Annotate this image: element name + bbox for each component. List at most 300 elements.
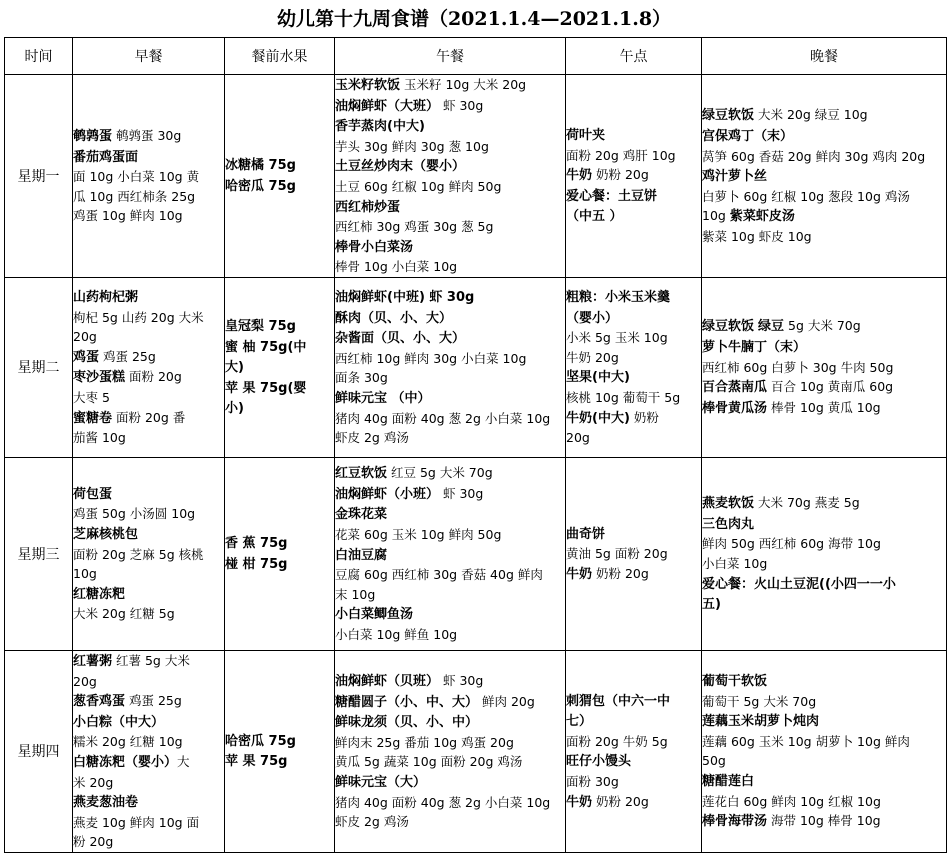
menu-line (702, 166, 946, 187)
ingredients: 末 10g (335, 586, 376, 602)
header-lunch: 午餐 (335, 38, 566, 75)
dish-name: 牛奶 (566, 794, 593, 810)
dish-name: 芝麻核桃包 (73, 527, 139, 543)
ingredients: 核桃 10g 葡萄干 5g (566, 390, 681, 406)
dish-name: 旺仔小馒头 (566, 754, 632, 770)
menu-line (566, 287, 701, 308)
menu-line (73, 672, 224, 692)
ingredients: 虾 30g (439, 97, 484, 113)
ingredients: 黄瓜 5g 蔬菜 10g 面粉 20g 鸡汤 (335, 754, 523, 770)
ingredients: 奶粉 (629, 409, 659, 425)
menu-line (335, 625, 565, 645)
ingredients: 面粉 30g (566, 774, 619, 789)
ingredients: 奶粉 20g (592, 793, 649, 809)
menu-line (73, 604, 224, 624)
ingredients: 大枣 5 (73, 390, 110, 406)
menu-line (73, 792, 224, 813)
ingredients: 莴笋 60g 香菇 20g 鲜肉 30g 鸡肉 20g (702, 148, 926, 164)
ingredients: 10g (702, 208, 730, 224)
dish-name: 油焖鲜虾（贝班） (335, 674, 440, 690)
menu-line (73, 584, 224, 605)
menu-line (335, 752, 565, 772)
dish-name: 五) (702, 597, 721, 613)
dish-name: 香芋蒸肉(中大) (335, 119, 425, 135)
dish-name: 牛奶 (566, 168, 593, 184)
dinner-cell (702, 75, 947, 278)
menu-line (702, 771, 946, 792)
dinner-cell (702, 457, 947, 650)
menu-line (566, 367, 701, 388)
dish-name: 爱心餐：土豆饼 (566, 188, 658, 204)
ingredients: 莲藕 60g 玉米 10g 胡萝卜 10g 鲜肉 (702, 733, 910, 749)
dish-name: 宫保鸡丁（末） (702, 128, 794, 144)
dish-name: 小白菜鲫鱼汤 (335, 607, 414, 623)
menu-line (335, 197, 565, 218)
dish-name: 杂酱面（贝、小、大） (335, 331, 466, 347)
ingredients: 百合 10g 黄南瓜 60g (767, 379, 894, 395)
menu-line (702, 206, 946, 227)
day-label: 星期三 (5, 457, 73, 650)
ingredients: 面粉 20g 芝麻 5g 核桃 (73, 546, 204, 562)
page-title: 幼儿第十九周食谱（2021.1.4—2021.1.8） (276, 8, 672, 30)
dish-name: 苹 果 75g (225, 754, 288, 770)
dish-name: 曲奇饼 (566, 526, 606, 542)
menu-line (702, 227, 946, 247)
menu-line (73, 545, 224, 565)
ingredients: 奶粉 20g (592, 565, 649, 581)
menu-line (702, 711, 946, 732)
ingredients: 鲜肉 20g (478, 693, 535, 709)
menu-line (335, 772, 565, 793)
menu-line (335, 388, 565, 409)
menu-line (702, 147, 946, 167)
menu-line (566, 564, 701, 585)
menu-line (335, 116, 565, 137)
menu-line (566, 524, 701, 545)
breakfast-cell (73, 277, 225, 457)
lunch-cell (335, 650, 566, 852)
ingredients: 豆腐 60g 西红柿 30g 香菇 40g 鲜肉 (335, 567, 543, 583)
menu-line (566, 348, 701, 368)
menu-line (225, 337, 334, 358)
menu-line (702, 316, 946, 337)
menu-line (73, 308, 224, 328)
ingredients: 猪肉 40g 面粉 40g 葱 2g 小白菜 10g (335, 794, 551, 810)
menu-line (225, 751, 334, 772)
ingredients: 粉 20g (73, 834, 114, 850)
dish-name: 爱心餐：火山土豆泥((小四一一小 (702, 576, 896, 592)
menu-line (73, 428, 224, 448)
menu-line (702, 187, 946, 207)
dish-name: 鸡汁萝卜丝 (702, 169, 768, 185)
day-row-3 (5, 457, 947, 650)
ingredients: 面条 30g (335, 370, 388, 386)
ingredients: 猪肉 40g 面粉 40g 葱 2g 小白菜 10g (335, 410, 551, 426)
ingredients: 红薯 5g 大米 (112, 652, 190, 668)
dish-name: 棒骨海带汤 (702, 814, 768, 830)
ingredients: 玉米籽 10g 大米 20g (400, 77, 527, 92)
menu-line (335, 257, 565, 277)
snack-cell (566, 277, 702, 457)
menu-line (566, 792, 701, 813)
dish-name: 七） (566, 714, 593, 730)
menu-line (73, 691, 224, 712)
dish-name: 油焖鲜虾（小班） (335, 486, 440, 502)
dish-name: 牛奶(中大) (566, 410, 630, 426)
ingredients: 牛奶 20g (566, 349, 619, 365)
ingredients: 莲花白 60g 鲜肉 10g 红椒 10g (702, 793, 881, 809)
dish-name: 绿豆软饭 (702, 108, 755, 124)
menu-line (566, 751, 701, 772)
menu-line (702, 811, 946, 832)
dish-name: 枣沙蛋糕 (73, 370, 126, 386)
dish-name: 坚果(中大) (566, 370, 630, 386)
menu-line (566, 772, 701, 792)
ingredients: 西红柿 10g 鲜肉 30g 小白菜 10g (335, 350, 527, 366)
ingredients: 鸡蛋 50g 小汤圆 10g (73, 506, 196, 522)
ingredients: 20g (566, 430, 590, 446)
dish-name: 小白粽（中大） (73, 714, 165, 730)
dish-name: 绿豆软饭 (702, 319, 755, 335)
dish-name: 红豆软饭 (335, 466, 388, 482)
menu-line (566, 125, 701, 146)
menu-line (335, 177, 565, 197)
menu-line (702, 105, 946, 126)
menu-line (702, 732, 946, 752)
menu-line (335, 504, 565, 525)
ingredients: 棒骨 10g 小白菜 10g (335, 259, 458, 275)
dish-name: 鲜味元宝（大） (335, 775, 427, 790)
menu-line (73, 732, 224, 752)
menu-line (73, 347, 224, 368)
menu-line (73, 126, 224, 147)
dish-name: 酥肉（贝、小、大） (335, 310, 453, 326)
ingredients: 10g (73, 566, 97, 582)
ingredients: 奶粉 20g (592, 167, 649, 183)
menu-line (73, 813, 224, 833)
fruit-cell (225, 277, 335, 457)
dish-name: 刺猬包（中六一中 (566, 693, 671, 709)
menu-line (225, 554, 334, 575)
dish-name: 蜜 柚 75g(中 (225, 339, 307, 355)
ingredients: 白萝卜 60g 红椒 10g 葱段 10g 鸡汤 (702, 188, 910, 204)
header-time: 时间 (5, 38, 73, 75)
dinner-cell (702, 277, 947, 457)
menu-line (225, 155, 334, 176)
menu-line (73, 187, 224, 207)
dish-name: 鹌鹑蛋 (73, 128, 113, 144)
dish-name: 玉米籽软饭 (335, 78, 401, 93)
menu-line (335, 604, 565, 625)
ingredients: 虾 30g (439, 673, 484, 689)
menu-line (702, 126, 946, 147)
menu-line (335, 368, 565, 388)
dish-name: （婴小） (566, 310, 619, 326)
ingredients: 小白菜 10g (702, 555, 768, 571)
ingredients: 棒骨 10g 黄瓜 10g (767, 399, 881, 415)
dish-name: 牛奶 (566, 566, 593, 582)
dish-name: 苹 果 75g(婴 (225, 380, 307, 396)
dish-name: 西红柿炒蛋 (335, 199, 401, 215)
menu-line (566, 732, 701, 752)
menu-line (73, 408, 224, 429)
menu-line (335, 428, 565, 448)
menu-line (702, 692, 946, 712)
ingredients: 花菜 60g 玉米 10g 鲜肉 50g (335, 527, 502, 543)
dish-name: 粗粮：小米玉米羹 (566, 290, 671, 306)
ingredients: 枸杞 5g 山药 20g 大米 (73, 309, 204, 325)
menu-line (73, 712, 224, 733)
menu-line (335, 96, 565, 117)
menu-line (702, 594, 946, 615)
menu-line (335, 75, 565, 96)
menu-line (225, 176, 334, 197)
dish-name: 番茄鸡蛋面 (73, 149, 139, 165)
menu-line (73, 651, 224, 672)
menu-line (73, 388, 224, 408)
dish-name: 哈密瓜 75g (225, 733, 296, 749)
ingredients: 海带 10g 棒骨 10g (767, 813, 881, 829)
dish-name: 荷包蛋 (73, 486, 113, 502)
menu-line (566, 308, 701, 329)
snack-cell (566, 650, 702, 852)
menu-line (335, 525, 565, 545)
menu-line (73, 484, 224, 505)
ingredients: 20g (73, 673, 97, 689)
menu-line (73, 832, 224, 852)
menu-line (335, 812, 565, 832)
menu-line (566, 428, 701, 448)
dish-name: 棒骨小白菜汤 (335, 239, 414, 255)
ingredients: 小白菜 10g 鲜鱼 10g (335, 627, 458, 643)
ingredients: 西红柿 60g 白萝卜 30g 牛肉 50g (702, 359, 894, 375)
snack-cell (566, 75, 702, 278)
ingredients: 米 20g (73, 774, 114, 790)
dish-name: 油焖鲜虾(中班) 虾 30g (335, 290, 475, 306)
ingredients: 紫菜 10g 虾皮 10g (702, 228, 812, 244)
dish-name: 绿豆 (758, 319, 785, 335)
menu-line (335, 463, 565, 484)
dish-name: 大) (225, 360, 244, 376)
dish-name: 葡萄干软饭 (702, 674, 768, 690)
menu-line (335, 409, 565, 429)
ingredients: 鹌鹑蛋 30g (112, 127, 182, 143)
ingredients: 瓜 10g 西红柿条 25g (73, 188, 196, 204)
dish-name: 莲藕玉米胡萝卜炖肉 (702, 714, 820, 730)
menu-line (335, 692, 565, 713)
ingredients: 糯米 20g 红糖 10g (73, 734, 183, 750)
dish-name: 鲜味龙须（贝、小、中） (335, 715, 479, 731)
ingredients: 面粉 20g 牛奶 5g (566, 733, 668, 749)
dish-name: 糖醋莲白 (702, 774, 755, 789)
menu-line (566, 328, 701, 348)
ingredients: 大米 20g 绿豆 10g (754, 107, 868, 123)
menu-line (702, 751, 946, 771)
ingredients: 葡萄干 5g 大米 70g (702, 693, 817, 709)
dish-name: 萝卜牛腩丁（末） (702, 340, 807, 356)
menu-line (335, 793, 565, 813)
day-label: 星期四 (5, 650, 73, 852)
dish-name: 葱香鸡蛋 (73, 694, 126, 710)
menu-line (335, 308, 565, 329)
header-row (5, 38, 947, 75)
menu-line (702, 671, 946, 692)
dish-name: 糖醋圆子（小、中、大） (335, 694, 479, 710)
header-dinner: 晚餐 (702, 38, 947, 75)
dish-name: 白糖冻粑（婴小） (73, 754, 178, 770)
day-row-1 (5, 75, 947, 278)
menu-line (566, 711, 701, 732)
dish-name: 紫菜虾皮汤 (729, 209, 795, 225)
ingredients: 鲜肉末 25g 番茄 10g 鸡蛋 20g (335, 734, 514, 750)
menu-line (225, 731, 334, 752)
dinner-cell (702, 650, 947, 852)
breakfast-cell (73, 75, 225, 278)
menu-line (335, 287, 565, 308)
menu-line (73, 504, 224, 524)
menu-line (225, 533, 334, 554)
menu-line (335, 484, 565, 505)
menu-line (566, 165, 701, 186)
ingredients: 土豆 60g 红椒 10g 鲜肉 50g (335, 178, 502, 194)
menu-line (225, 316, 334, 337)
menu-line (73, 524, 224, 545)
menu-line (335, 565, 565, 585)
breakfast-cell (73, 650, 225, 852)
menu-line (702, 493, 946, 514)
menu-line (702, 554, 946, 574)
dish-name: 山药枸杞粥 (73, 290, 139, 306)
menu-line (566, 388, 701, 408)
ingredients: 小米 5g 玉米 10g (566, 330, 668, 346)
menu-line (702, 574, 946, 595)
menu-line (73, 564, 224, 584)
dish-name: 金珠花菜 (335, 507, 388, 523)
menu-line (566, 206, 701, 227)
dish-name: 三色肉丸 (702, 516, 755, 532)
dish-name: 蜜糖卷 (73, 410, 113, 426)
menu-line (702, 337, 946, 358)
menu-line (335, 237, 565, 258)
dish-name: 燕麦葱油卷 (73, 795, 139, 811)
ingredients: 大米 20g 红糖 5g (73, 606, 175, 622)
menu-line (335, 733, 565, 753)
menu-line (335, 349, 565, 369)
ingredients: 鸡蛋 10g 鲜肉 10g (73, 208, 183, 224)
ingredients: 虾皮 2g 鸡汤 (335, 814, 409, 830)
header-fruit: 餐前水果 (225, 38, 335, 75)
header-snack: 午点 (566, 38, 702, 75)
menu-line (335, 328, 565, 349)
ingredients: 面粉 20g 番 (112, 409, 186, 425)
menu-line (566, 691, 701, 712)
menu-line (335, 585, 565, 605)
menu-line (702, 792, 946, 812)
ingredients: 鲜肉 50g 西红柿 60g 海带 10g (702, 536, 881, 552)
day-row-2 (5, 277, 947, 457)
menu-line (73, 367, 224, 388)
ingredients: 大米 70g 燕麦 5g (754, 495, 860, 511)
menu-line (73, 147, 224, 168)
dish-name: 红糖冻粑 (73, 586, 126, 602)
dish-name: 椪 柑 75g (225, 556, 288, 572)
menu-line (566, 146, 701, 166)
menu-line (702, 398, 946, 419)
fruit-cell (225, 650, 335, 852)
dish-name: 白油豆腐 (335, 547, 388, 563)
day-label: 星期一 (5, 75, 73, 278)
menu-line (566, 186, 701, 207)
menu-line (73, 287, 224, 308)
menu-line (702, 514, 946, 535)
dish-name: 小) (225, 401, 244, 417)
menu-line (73, 773, 224, 793)
dish-name: 鲜味元宝 （中） (335, 391, 431, 407)
lunch-cell (335, 457, 566, 650)
menu-line (73, 327, 224, 347)
dish-name: 红薯粥 (73, 653, 113, 669)
day-label: 星期二 (5, 277, 73, 457)
dish-name: 燕麦软饭 (702, 496, 755, 512)
breakfast-cell (73, 457, 225, 650)
menu-line (335, 545, 565, 566)
menu-line (73, 206, 224, 226)
dish-name: 荷叶夹 (566, 127, 606, 143)
menu-line (335, 712, 565, 733)
menu-line (335, 156, 565, 177)
menu-line (225, 357, 334, 378)
menu-table (4, 37, 947, 853)
dish-name: 土豆丝炒肉末（婴小） (335, 159, 466, 175)
ingredients: 5g 大米 70g (784, 318, 861, 334)
ingredients: 茄酱 10g (73, 430, 126, 446)
ingredients: 黄油 5g 面粉 20g (566, 546, 668, 562)
dish-name: 皇冠梨 75g (225, 318, 296, 334)
ingredients: 西红柿 30g 鸡蛋 30g 葱 5g (335, 219, 494, 235)
lunch-cell (335, 75, 566, 278)
menu-line (702, 377, 946, 398)
dish-name: 哈密瓜 75g (225, 178, 296, 194)
ingredients: 面粉 20g (125, 369, 182, 385)
dish-name: 油焖鲜虾（大班） (335, 98, 440, 114)
menu-line (335, 137, 565, 157)
ingredients: 燕麦 10g 鲜肉 10g 面 (73, 814, 200, 830)
dish-name: 百合蒸南瓜 (702, 380, 768, 396)
fruit-cell (225, 457, 335, 650)
ingredients: 大 (177, 753, 190, 769)
ingredients: 虾皮 2g 鸡汤 (335, 430, 409, 446)
menu-line (335, 217, 565, 237)
menu-line (566, 544, 701, 564)
ingredients: 红豆 5g 大米 70g (387, 465, 493, 481)
day-row-4 (5, 650, 947, 852)
ingredients: 50g (702, 753, 726, 769)
dish-name: 棒骨黄瓜汤 (702, 400, 768, 416)
menu-line (225, 398, 334, 419)
dish-name: 冰糖橘 75g (225, 158, 296, 174)
ingredients: 面 10g 小白菜 10g 黄 (73, 169, 200, 185)
menu-line (702, 534, 946, 554)
dish-name: 鸡蛋 (73, 349, 100, 365)
snack-cell (566, 457, 702, 650)
ingredients: 面粉 20g 鸡肝 10g (566, 147, 676, 163)
ingredients: 芋头 30g 鲜肉 30g 葱 10g (335, 138, 489, 154)
ingredients: 鸡蛋 25g (125, 693, 182, 709)
ingredients: 虾 30g (439, 485, 484, 501)
dish-name: （中五 ） (566, 209, 623, 225)
fruit-cell (225, 75, 335, 278)
menu-line (335, 671, 565, 692)
